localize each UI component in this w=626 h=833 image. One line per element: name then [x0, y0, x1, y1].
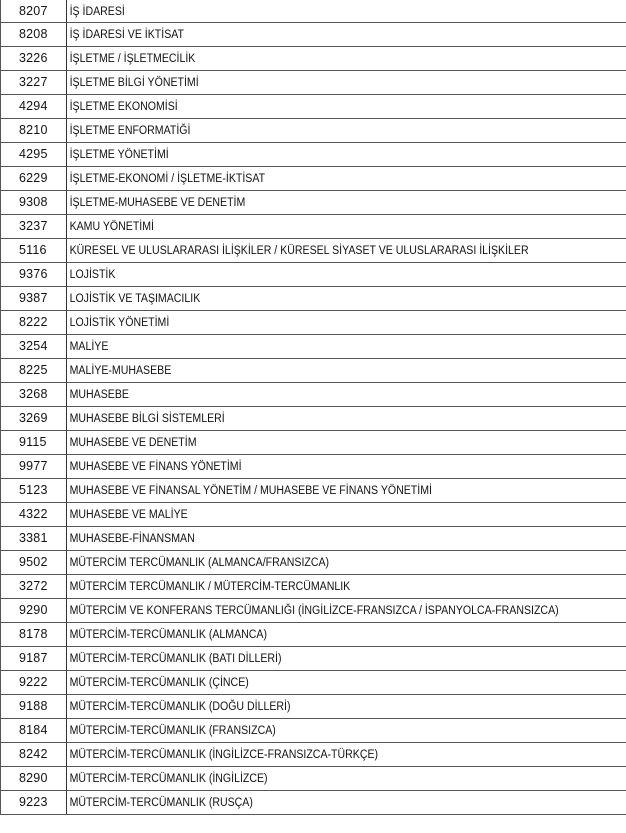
program-code: 3254	[0, 335, 67, 358]
program-code: 8184	[0, 719, 67, 742]
table-row	[0, 575, 626, 599]
program-name: İŞ İDARESİ	[69, 4, 125, 18]
table-row	[0, 407, 626, 431]
table-row	[0, 47, 626, 71]
program-name: MUHASEBE-FİNANSMAN	[69, 531, 195, 545]
program-code: 6229	[0, 167, 67, 190]
program-name: MUHASEBE BİLGİ SİSTEMLERİ	[69, 411, 225, 425]
program-code: 8225	[0, 359, 67, 382]
program-name: MÜTERCİM-TERCÜMANLIK (FRANSIZCA)	[69, 723, 276, 737]
program-code: 3226	[0, 47, 67, 70]
program-code: 8290	[0, 767, 67, 790]
table-row	[0, 287, 626, 311]
program-code: 8222	[0, 311, 67, 334]
table-row	[0, 599, 626, 623]
program-code: 9290	[0, 599, 67, 622]
program-code: 9222	[0, 671, 67, 694]
program-name: LOJİSTİK VE TAŞIMACILIK	[69, 291, 201, 305]
program-name: İŞLETME-MUHASEBE VE DENETİM	[69, 195, 246, 209]
program-code: 4322	[0, 503, 67, 526]
program-code: 9187	[0, 647, 67, 670]
table-row	[0, 143, 626, 167]
table-row	[0, 359, 626, 383]
program-name: KAMU YÖNETİMİ	[69, 219, 155, 233]
program-code: 3268	[0, 383, 67, 406]
program-code: 9223	[0, 791, 67, 814]
program-name: MÜTERCİM-TERCÜMANLIK (ALMANCA)	[69, 627, 267, 641]
program-name: İŞLETME YÖNETİMİ	[69, 147, 169, 161]
program-name: MÜTERCİM-TERCÜMANLIK (İNGİLİZCE-FRANSIZCA-TÜRKÇE)	[69, 747, 379, 761]
program-name: MUHASEBE VE FİNANSAL YÖNETİM / MUHASEBE VE FİNANS YÖNETİMİ	[69, 483, 432, 497]
table-row	[0, 527, 626, 551]
table-row	[0, 719, 626, 743]
table-row	[0, 71, 626, 95]
table-row	[0, 647, 626, 671]
program-name: MALİYE-MUHASEBE	[69, 363, 172, 377]
table-row	[0, 239, 626, 263]
program-code: 8242	[0, 743, 67, 766]
program-name: MÜTERCİM-TERCÜMANLIK (İNGİLİZCE)	[69, 771, 268, 785]
program-code: 3272	[0, 575, 67, 598]
program-name: İŞLETME-EKONOMİ / İŞLETME-İKTİSAT	[69, 171, 266, 185]
program-name: MÜTERCİM-TERCÜMANLIK (BATI DİLLERİ)	[69, 651, 282, 665]
table-row	[0, 479, 626, 503]
table-row	[0, 191, 626, 215]
table-row	[0, 767, 626, 791]
program-code: 8178	[0, 623, 67, 646]
table-row	[0, 623, 626, 647]
program-code: 4295	[0, 143, 67, 166]
program-code: 3227	[0, 71, 67, 94]
program-code: 9977	[0, 455, 67, 478]
table-row	[0, 23, 626, 47]
program-name: MÜTERCİM-TERCÜMANLIK (DOĞU DİLLERİ)	[69, 699, 291, 713]
table-row	[0, 119, 626, 143]
program-code: 3269	[0, 407, 67, 430]
program-code: 9308	[0, 191, 67, 214]
table-row	[0, 791, 626, 815]
program-code: 5116	[0, 239, 67, 262]
program-code: 8207	[0, 0, 67, 22]
program-code: 3237	[0, 215, 67, 238]
program-code: 9502	[0, 551, 67, 574]
program-code: 4294	[0, 95, 67, 118]
table-row	[0, 551, 626, 575]
program-name: LOJİSTİK YÖNETİMİ	[69, 315, 170, 329]
table-row	[0, 0, 626, 23]
program-code: 5123	[0, 479, 67, 502]
program-name: İŞLETME EKONOMİSİ	[69, 99, 178, 113]
program-name: İŞ İDARESİ VE İKTİSAT	[69, 27, 184, 41]
table-row	[0, 695, 626, 719]
program-name: MÜTERCİM TERCÜMANLIK / MÜTERCİM-TERCÜMANLIK	[69, 579, 351, 593]
table-row	[0, 671, 626, 695]
program-code: 8208	[0, 23, 67, 46]
program-name: İŞLETME / İŞLETMECİLİK	[69, 51, 196, 65]
program-name: İŞLETME BİLGİ YÖNETİMİ	[69, 75, 199, 89]
table-row	[0, 263, 626, 287]
table-row	[0, 167, 626, 191]
program-code: 8210	[0, 119, 67, 142]
program-name: MUHASEBE VE MALİYE	[69, 507, 188, 521]
program-name: LOJİSTİK	[69, 267, 116, 281]
program-name: MUHASEBE VE DENETİM	[69, 435, 197, 449]
program-name: MÜTERCİM TERCÜMANLIK (ALMANCA/FRANSIZCA)	[69, 555, 330, 569]
program-name: MÜTERCİM VE KONFERANS TERCÜMANLIĞI (İNGİLİZCE-FRANSIZCA / İSPANYOLCA-FRANSIZCA)	[69, 603, 559, 617]
table-row	[0, 335, 626, 359]
program-code: 9387	[0, 287, 67, 310]
table-row	[0, 95, 626, 119]
table-row	[0, 503, 626, 527]
program-name: MÜTERCİM-TERCÜMANLIK (RUSÇA)	[69, 795, 253, 809]
program-name: İŞLETME ENFORMATİĞİ	[69, 123, 191, 137]
table-row	[0, 743, 626, 767]
program-name: MUHASEBE VE FİNANS YÖNETİMİ	[69, 459, 242, 473]
program-name: KÜRESEL VE ULUSLARARASI İLİŞKİLER / KÜRESEL SİYASET VE ULUSLARARASI İLİŞKİLER	[69, 243, 529, 257]
program-code: 9376	[0, 263, 67, 286]
table-row	[0, 215, 626, 239]
program-name: MÜTERCİM-TERCÜMANLIK (ÇİNCE)	[69, 675, 249, 689]
program-code: 9115	[0, 431, 67, 454]
table-row	[0, 431, 626, 455]
table-row	[0, 455, 626, 479]
table-row	[0, 383, 626, 407]
table-row	[0, 311, 626, 335]
program-name: MALİYE	[69, 339, 109, 353]
program-code: 3381	[0, 527, 67, 550]
program-name: MUHASEBE	[69, 387, 129, 401]
program-code: 9188	[0, 695, 67, 718]
